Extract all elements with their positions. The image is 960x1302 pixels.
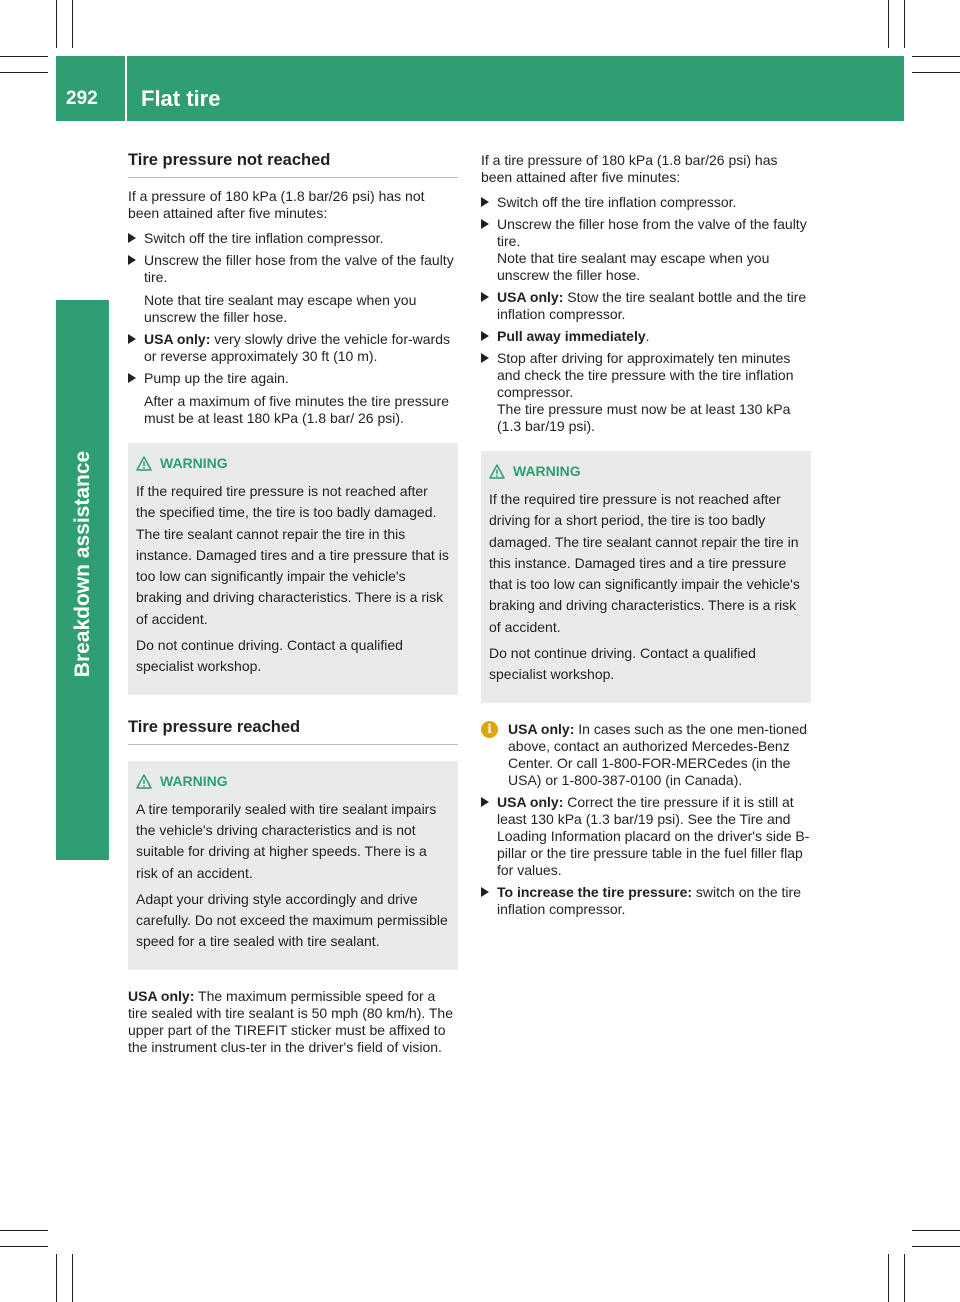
instruction-step [128,230,458,247]
arrow-icon [128,233,136,243]
step-text: switch on the tire inflation compressor. [497,883,801,917]
info-text: In cases such as the one men-tioned above, contact an authorized Mercedes-Benz Center. Or call 1-800-FOR-MERCedes (in the USA) or 1-800-387-0100 (in Canada). [508,720,808,788]
step-note: After a maximum of five minutes the tire pressure must be at least 180 kPa (1.8 bar/ 26 psi). [144,393,449,426]
usa-note-text: The maximum permissible speed for a tire sealed with tire sealant is 50 mph (80 km/h). The upper part of the TIREFIT sticker must be affixed to the instrument clus-ter in the driver's field of vision. [128,987,454,1055]
crop-mark [0,72,48,73]
instruction-step [128,370,458,427]
instruction-step [481,289,811,323]
instruction-step [481,194,811,211]
step-text: Unscrew the filler hose from the valve of the faulty tire. [497,216,807,249]
step-text: Switch off the tire inflation compressor. [497,194,737,210]
warning-header [136,455,450,472]
header-divider [125,56,127,121]
warning-triangle-icon [136,774,152,789]
info-note [481,721,811,789]
warning-text: Do not continue driving. Contact a qualified specialist workshop. [489,645,756,683]
warning-text: Adapt your driving style accordingly and drive carefully. Do not exceed the maximum permissible speed for a tire sealed with tire sealant. [136,890,448,950]
arrow-icon [128,255,136,265]
warning-header [489,463,803,480]
arrow-icon [481,197,489,207]
crop-mark [56,0,57,48]
crop-mark [912,1246,960,1247]
crop-mark [888,0,889,48]
instruction-step [481,216,811,284]
warning-box [128,761,458,970]
warning-title: WARNING [160,772,228,789]
step-text: Unscrew the filler hose from the valve of the faulty tire. [144,252,454,285]
step-text: Pump up the tire again. [144,370,289,386]
arrow-icon [481,219,489,229]
crop-mark [72,1254,73,1302]
arrow-icon [481,353,489,363]
right-column [481,152,811,923]
crop-mark [912,1230,960,1231]
info-label: USA only: [508,720,575,737]
warning-header [136,773,450,790]
crop-mark [56,1254,57,1302]
step-text: Switch off the tire inflation compressor. [144,230,384,246]
instruction-step [481,350,811,435]
crop-mark [72,0,73,48]
instruction-step [128,252,458,326]
instruction-step [481,328,811,345]
arrow-icon [128,373,136,383]
instruction-step [128,331,458,365]
step-bold-label: Pull away immediately [497,328,646,344]
warning-box [481,451,811,703]
step-bold-label: USA only: [497,793,564,810]
warning-text: Do not continue driving. Contact a qualified specialist workshop. [136,637,403,675]
arrow-icon [481,797,489,807]
arrow-icon [481,292,489,302]
arrow-icon [481,331,489,341]
arrow-icon [481,887,489,897]
side-tab [56,300,109,860]
warning-text: If the required tire pressure is not reached after driving for a short period, the tire is too badly damaged. The tire sealant cannot repair the tire in this instance. Damaged tires and a tire pressure that is too low can significantly impair the vehicle's braking and driving characteristics. There is a risk of accident. [489,491,800,635]
crop-mark [904,0,905,48]
step-bold-label: USA only: [144,331,211,347]
usa-note-label: USA only: [128,987,195,1004]
usa-note [128,988,458,1056]
step-text: . [645,328,650,344]
step-text: Stow the tire sealant bottle and the tire inflation compressor. [497,289,807,322]
page-title: Flat tire [141,86,221,111]
instruction-step [481,884,811,918]
intro-text: If a pressure of 180 kPa (1.8 bar/26 psi) has not been attained after five minutes: [128,188,425,221]
warning-title: WARNING [513,463,581,479]
warning-triangle-icon [136,456,152,471]
section-heading-not-reached: Tire pressure not reached [128,152,458,178]
info-icon: i [481,721,498,738]
side-tab-label: Breakdown assistance [71,450,94,678]
step-note: The tire pressure must now be at least 130 kPa (1.3 bar/19 psi). [497,401,791,434]
warning-title: WARNING [160,455,228,471]
step-note: Note that tire sealant may escape when you unscrew the filler hose. [497,250,770,283]
step-bold-label: To increase the tire pressure: [497,883,693,900]
crop-mark [0,1230,48,1231]
page-number: 292 [66,88,98,109]
step-note: Note that tire sealant may escape when you unscrew the filler hose. [144,292,417,325]
crop-mark [888,1254,889,1302]
warning-triangle-icon [489,464,505,479]
crop-mark [912,56,960,57]
warning-box [128,443,458,695]
step-bold-label: USA only: [497,289,564,305]
step-text: very slowly drive the vehicle for-wards or reverse approximately 30 ft (10 m). [144,331,451,364]
crop-mark [0,56,48,57]
section-heading-reached: Tire pressure reached [128,719,458,745]
intro-text: If a tire pressure of 180 kPa (1.8 bar/26 psi) has been attained after five minutes: [481,152,778,185]
arrow-icon [128,334,136,344]
warning-text: If the required tire pressure is not reached after the specified time, the tire is too badly damaged. The tire sealant cannot repair the tire in this instance. Damaged tires and a tire pressure that is too low can significantly impair the vehicle's braking and driving characteristics. There is a risk of accident. [136,483,449,627]
left-column [128,152,458,1064]
warning-text: A tire temporarily sealed with tire sealant impairs the vehicle's driving characteristics and is not suitable for driving at higher speeds. There is a risk of an accident. [136,800,437,881]
crop-mark [0,1246,48,1247]
crop-mark [912,72,960,73]
step-text: Stop after driving for approximately ten minutes and check the tire pressure with the tire inflation compressor. [497,350,794,400]
instruction-step [481,794,811,879]
crop-mark [904,1254,905,1302]
step-text: Correct the tire pressure if it is still at least 130 kPa (1.3 bar/19 psi). See the Tire and Loading Information placard on the driver's side B-pillar or the tire pressure table in the fuel filler flap for values. [497,793,810,878]
